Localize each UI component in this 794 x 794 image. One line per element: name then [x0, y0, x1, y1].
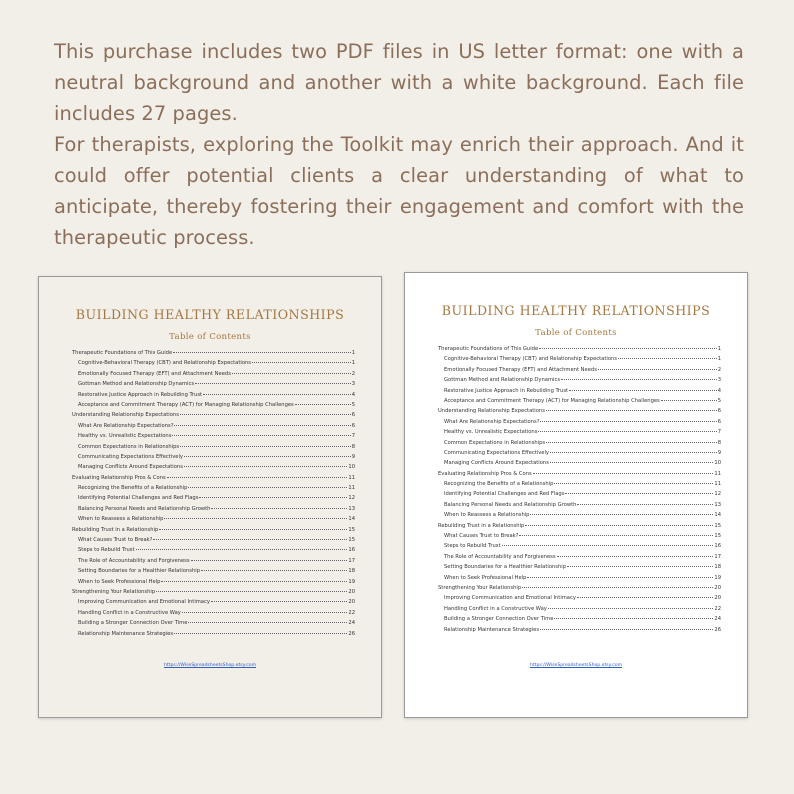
toc-leader-dots: [567, 566, 713, 567]
toc-entry: [72, 392, 355, 402]
toc-entry-page: 3: [351, 381, 355, 388]
toc-leader-dots: [174, 425, 350, 426]
toc-entry: [72, 527, 355, 537]
toc-leader-dots: [182, 612, 348, 613]
toc-entry-page: 14: [714, 512, 721, 519]
toc-entry: [438, 346, 721, 356]
toc-entry-page: 2: [351, 370, 355, 377]
toc-entry: [72, 454, 355, 464]
toc-entry-label: Cognitive-Behavioral Therapy (CBT) and Relationship Expectations: [78, 360, 252, 367]
toc-entry-page: 1: [717, 346, 721, 352]
toc-entry-label: Common Expectations in Relationships: [444, 439, 546, 446]
toc-leader-dots: [188, 622, 347, 623]
toc-entry-label: What Are Relationship Expectations?: [444, 418, 540, 425]
toc-entry: [438, 398, 721, 408]
toc-entry-label: The Role of Accountability and Forgiveness: [78, 557, 190, 564]
toc-leader-dots: [191, 560, 348, 561]
toc-entry-page: 3: [717, 377, 721, 384]
toc-entry: [72, 402, 355, 412]
document-subtitle: Table of Contents: [535, 328, 617, 338]
toc-entry: [72, 579, 355, 589]
toc-entry: [438, 585, 721, 595]
toc-entry-page: 7: [717, 429, 721, 436]
toc-entry-page: 6: [351, 422, 355, 429]
toc-entry-label: Steps to Rebuild Trust: [444, 543, 501, 550]
toc-entry-page: 18: [714, 564, 721, 571]
toc-entry: [72, 495, 355, 505]
toc-entry-page: 20: [348, 588, 355, 595]
toc-leader-dots: [203, 394, 351, 395]
toc-entry: [438, 606, 721, 616]
toc-leader-dots: [252, 362, 351, 363]
toc-entry: [438, 564, 721, 574]
toc-leader-dots: [211, 601, 347, 602]
toc-leader-dots: [550, 462, 713, 463]
toc-entry-label: Evaluating Relationship Pros & Cons: [438, 470, 532, 477]
toc-entry-label: Gottman Method and Relationship Dynamics: [444, 377, 561, 384]
toc-entry-label: Managing Conflicts Around Expectations: [78, 464, 183, 471]
intro-paragraph-1: This purchase includes two PDF files in US letter format: one with a neutral background and another with a white background. Each file includes 27 pages.: [54, 40, 744, 125]
toc-leader-dots: [188, 487, 347, 488]
toc-entry: [438, 616, 721, 626]
toc-entry: [72, 464, 355, 474]
toc-entry-label: Recognizing the Benefits of a Relationship: [444, 481, 554, 488]
toc-entry: [72, 360, 355, 370]
toc-leader-dots: [174, 633, 347, 634]
table-of-contents: [72, 350, 355, 641]
toc-leader-dots: [525, 525, 713, 526]
toc-entry: [72, 350, 355, 360]
toc-entry: [72, 589, 355, 599]
toc-leader-dots: [569, 390, 717, 391]
document-title: BUILDING HEALTHY RELATIONSHIPS: [441, 303, 711, 318]
toc-entry: [72, 371, 355, 381]
toc-leader-dots: [539, 348, 717, 349]
toc-leader-dots: [540, 629, 713, 630]
toc-entry-label: Restorative Justice Approach in Rebuilding Trust: [78, 391, 203, 398]
toc-entry: [438, 367, 721, 377]
toc-entry-label: Communicating Expectations Effectively: [444, 449, 549, 456]
toc-entry-label: Understanding Relationship Expectations: [72, 412, 179, 419]
toc-entry-label: When to Seek Professional Help: [444, 574, 527, 581]
toc-entry-label: Rebuilding Trust in a Relationship: [72, 526, 159, 533]
shop-link[interactable]: https://WiseSpreadsheetsShop.etsy.com: [529, 663, 623, 668]
toc-entry-page: 1: [351, 360, 355, 367]
toc-entry: [72, 516, 355, 526]
toc-entry-page: 13: [348, 505, 355, 512]
toc-leader-dots: [167, 477, 348, 478]
toc-entry-label: Setting Boundaries for a Healthier Relationship: [78, 568, 201, 575]
toc-entry-page: 10: [348, 464, 355, 471]
toc-leader-dots: [201, 570, 347, 571]
toc-entry-page: 20: [714, 595, 721, 602]
toc-leader-dots: [295, 404, 351, 405]
toc-entry-page: 6: [717, 418, 721, 425]
toc-entry-page: 11: [348, 474, 355, 481]
toc-leader-dots: [557, 556, 714, 557]
toc-entry-page: 11: [714, 481, 721, 488]
toc-leader-dots: [159, 529, 347, 530]
toc-leader-dots: [211, 508, 347, 509]
toc-leader-dots: [548, 608, 714, 609]
toc-entry-page: 16: [714, 543, 721, 550]
toc-entry: [72, 444, 355, 454]
toc-entry-label: Communicating Expectations Effectively: [78, 453, 183, 460]
toc-entry-page: 9: [717, 449, 721, 456]
toc-entry-page: 12: [714, 491, 721, 498]
toc-entry: [72, 610, 355, 620]
toc-entry-label: Therapeutic Foundations of This Guide: [72, 350, 173, 356]
toc-entry: [438, 429, 721, 439]
toc-entry-label: Therapeutic Foundations of This Guide: [438, 346, 539, 352]
toc-entry: [438, 408, 721, 418]
toc-entry-label: Evaluating Relationship Pros & Cons: [72, 474, 166, 481]
toc-entry: [72, 433, 355, 443]
toc-entry-page: 6: [717, 408, 721, 415]
toc-leader-dots: [530, 514, 713, 515]
toc-entry-label: When to Reassess a Relationship: [444, 512, 530, 519]
toc-entry-page: 19: [714, 574, 721, 581]
toc-entry-page: 17: [348, 557, 355, 564]
toc-entry: [72, 412, 355, 422]
toc-leader-dots: [519, 535, 713, 536]
toc-entry-page: 15: [714, 533, 721, 540]
toc-entry: [72, 423, 355, 433]
toc-entry: [72, 537, 355, 547]
toc-leader-dots: [180, 446, 351, 447]
toc-entry-page: 2: [717, 366, 721, 373]
toc-entry: [438, 450, 721, 460]
toc-entry-page: 16: [348, 547, 355, 554]
toc-entry-page: 15: [348, 537, 355, 544]
toc-leader-dots: [661, 400, 717, 401]
toc-entry-label: Identifying Potential Challenges and Red Flags: [444, 491, 565, 498]
toc-entry-label: Acceptance and Commitment Therapy (ACT) for Managing Relationship Challenges: [78, 401, 294, 408]
toc-entry: [438, 460, 721, 470]
toc-entry-label: Restorative Justice Approach in Rebuilding Trust: [444, 387, 569, 394]
toc-entry-page: 5: [351, 401, 355, 408]
toc-leader-dots: [618, 358, 717, 359]
toc-entry-label: Strengthening Your Relationship: [438, 584, 522, 591]
toc-entry-label: Building a Stronger Connection Over Time: [444, 616, 554, 623]
toc-leader-dots: [527, 577, 713, 578]
toc-leader-dots: [565, 493, 713, 494]
toc-entry-label: Managing Conflicts Around Expectations: [444, 460, 549, 467]
toc-leader-dots: [164, 518, 347, 519]
toc-leader-dots: [546, 442, 717, 443]
toc-entry: [72, 558, 355, 568]
toc-entry-page: 22: [348, 609, 355, 616]
toc-entry: [438, 595, 721, 605]
toc-entry-page: 15: [714, 522, 721, 529]
toc-entry: [438, 523, 721, 533]
toc-leader-dots: [502, 545, 714, 546]
toc-entry-page: 20: [348, 599, 355, 606]
toc-entry-label: Recognizing the Benefits of a Relationship: [78, 485, 188, 492]
toc-entry-page: 26: [348, 630, 355, 637]
toc-entry-page: 18: [348, 568, 355, 575]
toc-entry: [438, 533, 721, 543]
table-of-contents: [438, 346, 721, 637]
toc-leader-dots: [184, 456, 351, 457]
toc-entry-page: 24: [714, 616, 721, 623]
toc-leader-dots: [554, 483, 713, 484]
toc-leader-dots: [172, 435, 350, 436]
toc-entry-page: 11: [348, 485, 355, 492]
toc-entry: [438, 575, 721, 585]
toc-entry-page: 8: [351, 443, 355, 450]
toc-entry: [72, 568, 355, 578]
shop-link[interactable]: https://WiseSpreadsheetsShop.etsy.com: [163, 663, 257, 668]
toc-entry: [438, 419, 721, 429]
toc-leader-dots: [184, 466, 347, 467]
toc-entry-label: Handling Conflict in a Constructive Way: [78, 609, 181, 616]
toc-entry-page: 17: [714, 553, 721, 560]
toc-entry-page: 7: [351, 433, 355, 440]
toc-entry: [438, 356, 721, 366]
toc-leader-dots: [156, 591, 347, 592]
toc-entry-page: 4: [717, 387, 721, 394]
toc-entry: [438, 377, 721, 387]
toc-entry-page: 24: [348, 620, 355, 627]
toc-entry: [72, 485, 355, 495]
toc-entry-label: Relationship Maintenance Strategies: [444, 626, 540, 633]
toc-entry-page: 20: [714, 584, 721, 591]
toc-leader-dots: [550, 452, 717, 453]
toc-entry: [438, 471, 721, 481]
toc-entry-label: Rebuilding Trust in a Relationship: [438, 522, 525, 529]
toc-entry-label: Healthy vs. Unrealistic Expectations: [444, 429, 538, 436]
toc-entry-page: 22: [714, 605, 721, 612]
toc-entry-label: Handling Conflict in a Constructive Way: [444, 605, 547, 612]
toc-leader-dots: [199, 497, 347, 498]
toc-entry: [72, 475, 355, 485]
toc-entry-page: 26: [714, 626, 721, 633]
toc-entry-page: 19: [348, 578, 355, 585]
toc-entry-label: Balancing Personal Needs and Relationship Growth: [78, 505, 211, 512]
intro-paragraph-2: For therapists, exploring the Toolkit may enrich their approach. And it could offer potential clients a clear understanding of what to anticipate, thereby fostering their engagement and comfort with the therapeutic process.: [54, 133, 744, 249]
toc-entry-label: Steps to Rebuild Trust: [78, 547, 135, 554]
toc-entry-page: 6: [351, 412, 355, 419]
toc-entry-page: 1: [717, 356, 721, 363]
toc-leader-dots: [173, 352, 351, 353]
toc-leader-dots: [232, 373, 351, 374]
toc-entry-page: 5: [717, 397, 721, 404]
toc-entry: [438, 627, 721, 637]
toc-entry-page: 9: [351, 453, 355, 460]
toc-entry-label: The Role of Accountability and Forgiveness: [444, 553, 556, 560]
white-page-preview: [404, 272, 748, 718]
toc-entry-label: Understanding Relationship Expectations: [438, 408, 545, 415]
document-title: BUILDING HEALTHY RELATIONSHIPS: [75, 307, 345, 322]
toc-entry-label: Common Expectations in Relationships: [78, 443, 180, 450]
intro-text: [54, 36, 744, 253]
toc-entry-label: Identifying Potential Challenges and Red Flags: [78, 495, 199, 502]
toc-leader-dots: [561, 379, 717, 380]
toc-entry-label: Acceptance and Commitment Therapy (ACT) for Managing Relationship Challenges: [444, 397, 660, 404]
toc-entry-label: Setting Boundaries for a Healthier Relationship: [444, 564, 567, 571]
toc-entry-label: Building a Stronger Connection Over Time: [78, 620, 188, 627]
toc-entry-label: When to Reassess a Relationship: [78, 516, 164, 523]
toc-entry: [438, 481, 721, 491]
toc-entry-label: Emotionally Focused Therapy (EFT) and Attachment Needs: [78, 370, 231, 377]
document-subtitle: Table of Contents: [169, 332, 251, 342]
toc-entry-page: 14: [348, 516, 355, 523]
toc-entry: [438, 388, 721, 398]
toc-entry-label: Gottman Method and Relationship Dynamics: [78, 381, 195, 388]
toc-leader-dots: [522, 587, 713, 588]
toc-leader-dots: [161, 581, 347, 582]
toc-entry-page: 13: [714, 501, 721, 508]
toc-entry-label: Improving Communication and Emotional Intimacy: [78, 599, 210, 606]
toc-entry-label: Relationship Maintenance Strategies: [78, 630, 174, 637]
toc-leader-dots: [136, 549, 348, 550]
toc-entry: [72, 547, 355, 557]
toc-entry-label: Improving Communication and Emotional Intimacy: [444, 595, 576, 602]
toc-leader-dots: [546, 410, 717, 411]
toc-leader-dots: [153, 539, 347, 540]
neutral-page-preview: [38, 276, 382, 718]
toc-entry: [72, 381, 355, 391]
toc-entry-label: Emotionally Focused Therapy (EFT) and Attachment Needs: [444, 366, 597, 373]
toc-leader-dots: [540, 421, 716, 422]
toc-entry-label: What Causes Trust to Break?: [444, 533, 519, 540]
toc-entry-page: 11: [714, 470, 721, 477]
toc-leader-dots: [538, 431, 716, 432]
toc-entry: [72, 599, 355, 609]
toc-entry-label: Cognitive-Behavioral Therapy (CBT) and Relationship Expectations: [444, 356, 618, 363]
toc-entry-page: 15: [348, 526, 355, 533]
toc-leader-dots: [554, 618, 713, 619]
toc-leader-dots: [533, 473, 714, 474]
toc-entry: [438, 440, 721, 450]
toc-entry: [438, 491, 721, 501]
toc-entry-page: 4: [351, 391, 355, 398]
toc-entry-label: Strengthening Your Relationship: [72, 588, 156, 595]
toc-entry: [72, 506, 355, 516]
toc-entry: [438, 502, 721, 512]
toc-entry: [72, 631, 355, 641]
toc-entry: [72, 620, 355, 630]
toc-entry: [438, 554, 721, 564]
toc-leader-dots: [577, 504, 713, 505]
toc-entry-page: 12: [348, 495, 355, 502]
toc-entry-label: What Causes Trust to Break?: [78, 537, 153, 544]
toc-entry-page: 10: [714, 460, 721, 467]
toc-leader-dots: [598, 369, 717, 370]
toc-entry: [438, 543, 721, 553]
toc-leader-dots: [577, 597, 713, 598]
toc-entry-label: Healthy vs. Unrealistic Expectations: [78, 433, 172, 440]
toc-entry-page: 8: [717, 439, 721, 446]
toc-entry-label: When to Seek Professional Help: [78, 578, 161, 585]
toc-entry: [438, 512, 721, 522]
toc-entry-label: Balancing Personal Needs and Relationship Growth: [444, 501, 577, 508]
toc-entry-label: What Are Relationship Expectations?: [78, 422, 174, 429]
toc-leader-dots: [195, 383, 351, 384]
toc-leader-dots: [180, 414, 351, 415]
toc-entry-page: 1: [351, 350, 355, 356]
